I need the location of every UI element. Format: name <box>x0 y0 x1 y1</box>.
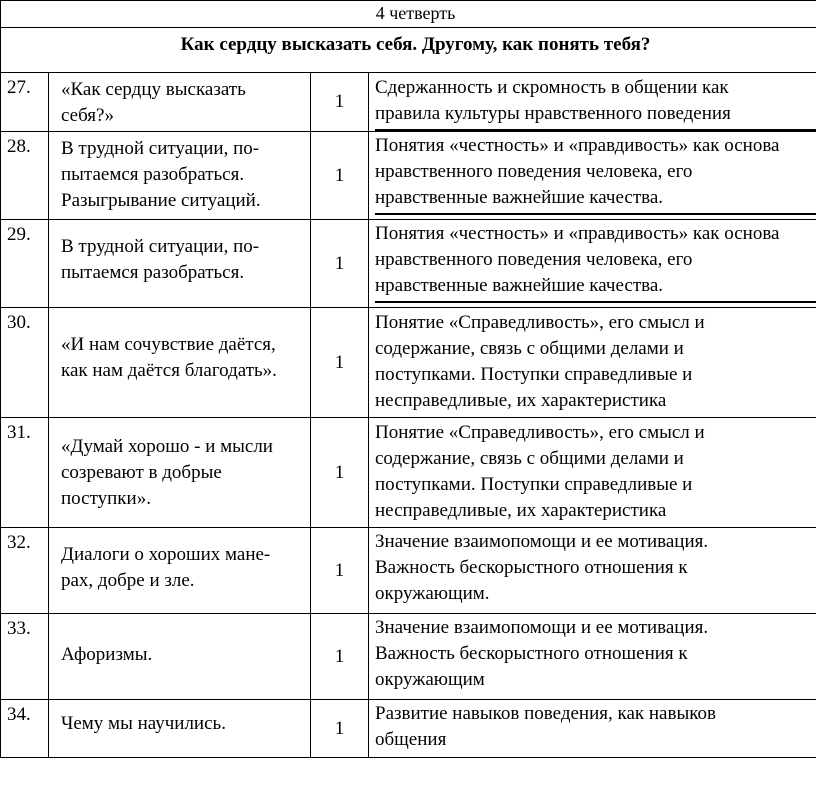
lesson-hours: 1 <box>311 308 369 418</box>
lesson-title-line: созревают в добрые <box>61 462 222 483</box>
lesson-title <box>49 73 311 132</box>
lesson-title-line: «Думай хорошо - и мысли <box>61 436 273 457</box>
quarter-heading: 4 четверть <box>1 1 816 28</box>
lesson-description-text <box>375 310 816 416</box>
lesson-description-line: Важность бескорыстного отношения к <box>375 557 688 578</box>
lesson-description-line: Понятия «честность» и «правдивость» как основа <box>375 223 780 244</box>
lesson-title-line: рах, добре и зле. <box>61 570 195 591</box>
lesson-description <box>369 700 816 758</box>
lesson-description-line: поступками. Поступки справедливые и <box>375 474 693 495</box>
lesson-description-line: общения <box>375 729 447 750</box>
lesson-hours: 1 <box>311 132 369 220</box>
lesson-title <box>49 614 311 700</box>
lesson-row <box>1 700 816 758</box>
lesson-number: 28. <box>1 132 49 220</box>
lesson-description-line: Значение взаимопомощи и ее мотивация. <box>375 617 709 638</box>
lesson-title-line: пытаемся разобраться. <box>61 164 245 185</box>
lesson-title-line: «И нам сочувствие даётся, <box>61 334 276 355</box>
lesson-hours: 1 <box>311 220 369 308</box>
lesson-description-line: нравственные важнейшие качества. <box>375 187 664 208</box>
lesson-description-line: окружающим <box>375 669 485 690</box>
lesson-hours: 1 <box>311 614 369 700</box>
lesson-row <box>1 614 816 700</box>
lesson-row <box>1 308 816 418</box>
lesson-title-line: как нам даётся благодать». <box>61 360 277 381</box>
lesson-description-line: несправедливые, их характеристика <box>375 500 667 521</box>
lesson-row <box>1 73 816 132</box>
lesson-hours: 1 <box>311 528 369 614</box>
lesson-row <box>1 132 816 220</box>
lesson-description-text <box>375 615 816 695</box>
lesson-number: 29. <box>1 220 49 308</box>
lesson-description-line: правила культуры нравственного поведения <box>375 103 731 124</box>
lesson-description-line: Значение взаимопомощи и ее мотивация. <box>375 531 709 552</box>
lesson-description <box>369 418 816 528</box>
section-title: Как сердцу высказать себя. Другому, как понять тебя? <box>1 28 816 73</box>
lesson-number: 27. <box>1 73 49 132</box>
lesson-title-line: поступки». <box>61 488 151 509</box>
lesson-title-line: пытаемся разобраться. <box>61 262 245 283</box>
lesson-description-line: Понятие «Справедливость», его смысл и <box>375 312 705 333</box>
lesson-description-line: нравственные важнейшие качества. <box>375 275 664 296</box>
lesson-number: 30. <box>1 308 49 418</box>
section-title-row <box>1 28 816 73</box>
lesson-description <box>369 220 816 308</box>
lesson-title-line: «Как сердцу высказать <box>61 79 246 100</box>
lesson-description-line: несправедливые, их характеристика <box>375 390 667 411</box>
lesson-hours: 1 <box>311 73 369 132</box>
lesson-title-line: Афоризмы. <box>61 644 153 665</box>
lesson-title-line: В трудной ситуации, по- <box>61 138 260 159</box>
lesson-row <box>1 220 816 308</box>
lesson-title <box>49 528 311 614</box>
lesson-description-text <box>375 75 816 131</box>
lesson-title <box>49 308 311 418</box>
lesson-description-line: поступками. Поступки справедливые и <box>375 364 693 385</box>
lesson-description-line: Понятие «Справедливость», его смысл и <box>375 422 705 443</box>
lesson-number: 31. <box>1 418 49 528</box>
lesson-number: 32. <box>1 528 49 614</box>
lesson-description <box>369 73 816 132</box>
lesson-description-line: нравственного поведения человека, его <box>375 161 693 182</box>
lesson-description <box>369 528 816 614</box>
lesson-description-line: нравственного поведения человека, его <box>375 249 693 270</box>
lesson-row <box>1 418 816 528</box>
lesson-description-line: содержание, связь с общими делами и <box>375 338 684 359</box>
lesson-description-text <box>375 221 816 303</box>
quarter-heading-row <box>1 1 816 28</box>
lesson-title-line: В трудной ситуации, по- <box>61 236 260 257</box>
lesson-description-line: Развитие навыков поведения, как навыков <box>375 703 716 724</box>
lesson-description-text <box>375 133 816 215</box>
lesson-hours: 1 <box>311 418 369 528</box>
lesson-description-line: Сдержанность и скромность в общении как <box>375 77 729 98</box>
lesson-description-text <box>375 701 816 755</box>
lesson-description-line: окружающим. <box>375 583 490 604</box>
lesson-number: 33. <box>1 614 49 700</box>
lesson-description <box>369 308 816 418</box>
lesson-description-line: Понятия «честность» и «правдивость» как основа <box>375 135 780 156</box>
lesson-title <box>49 220 311 308</box>
lesson-title-line: Диалоги о хороших мане- <box>61 544 271 565</box>
lesson-title-line: Чему мы научились. <box>61 713 226 734</box>
lesson-title <box>49 418 311 528</box>
lesson-title <box>49 700 311 758</box>
lesson-title-line: себя?» <box>61 105 114 126</box>
lesson-row <box>1 528 816 614</box>
lesson-description-line: Важность бескорыстного отношения к <box>375 643 688 664</box>
lesson-description-text <box>375 420 816 526</box>
lesson-number: 34. <box>1 700 49 758</box>
lesson-hours: 1 <box>311 700 369 758</box>
lesson-description <box>369 614 816 700</box>
lesson-title-line: Разыгрывание ситуаций. <box>61 190 261 211</box>
lesson-description <box>369 132 816 220</box>
lesson-description-text <box>375 529 816 609</box>
lesson-title <box>49 132 311 220</box>
lesson-description-line: содержание, связь с общими делами и <box>375 448 684 469</box>
